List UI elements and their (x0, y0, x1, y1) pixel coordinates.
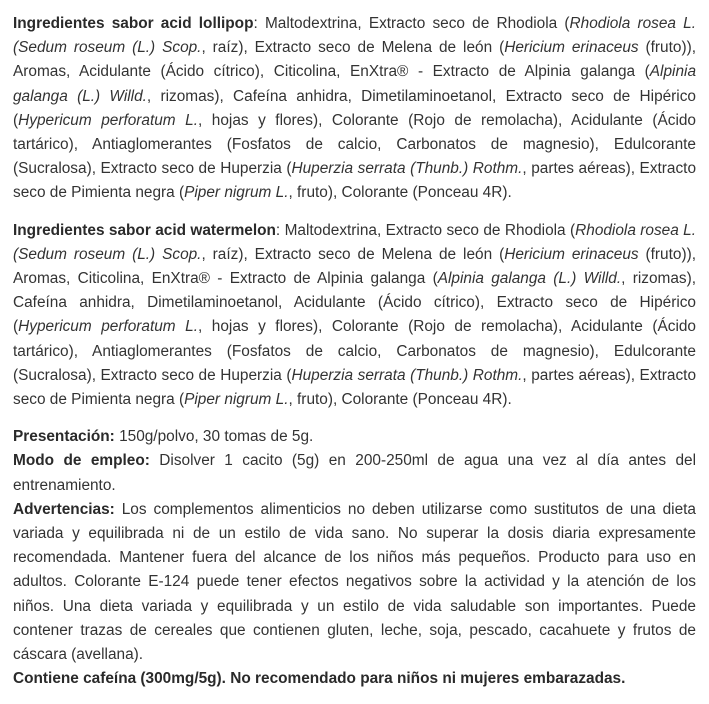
warnings-line (13, 498, 696, 667)
ingredients-text: : Maltodextrina, Extracto seco de Rhodiola ( (253, 15, 570, 32)
botanical-name: Hypericum perforatum L. (18, 318, 198, 336)
ingredients-text: , hojas y flores), Colorante (Rojo de remolacha), Acidulante (Ácido tartárico), Antiaglomerantes (Fosfatos de calcio, Carbonatos de magnesio), Edulcorante (Sucralosa), Extracto seco de Huperzia ( (13, 111, 696, 178)
botanical-name: Piper nigrum L. (184, 184, 289, 202)
presentation-text: 150g/polvo, 30 tomas de 5g. (114, 428, 314, 446)
ingredients-text: , partes aéreas), Extracto seco de Pimienta negra ( (13, 160, 697, 202)
caffeine-warning: Contiene cafeína (300mg/5g). No recomendado para niños ni mujeres embarazadas. (13, 670, 626, 688)
caffeine-warning-line (13, 667, 696, 691)
botanical-name: Hypericum perforatum L. (18, 111, 198, 129)
ingredients-lollipop-label: Ingredientes sabor acid lollipop (13, 15, 254, 32)
warnings-label: Advertencias: (13, 500, 115, 518)
ingredients-text: (fruto)), Aromas, Citicolina, EnXtra® - Extracto de Alpinia galanga ( (13, 245, 696, 288)
botanical-name: Huperzia serrata (Thunb.) Rothm. (291, 366, 523, 384)
usage-text: Disolver 1 cacito (5g) en 200-250ml de agua una vez al día antes del entrenamiento. (13, 452, 696, 494)
presentation-label: Presentación: (13, 428, 115, 446)
ingredients-text: , fruto), Colorante (Ponceau 4R). (288, 391, 512, 409)
botanical-name: Alpinia galanga (L.) Willd. (13, 63, 696, 105)
usage-label: Modo de empleo: (13, 452, 150, 470)
ingredients-text: , raíz), Extracto seco de Melena de león ( (201, 39, 505, 57)
ingredients-watermelon (13, 219, 696, 413)
botanical-name: Hericium erinaceus (504, 245, 639, 263)
ingredients-text: : Maltodextrina, Extracto seco de Rhodiola ( (275, 221, 576, 239)
botanical-name: Rhodiola rosea L. (Sedum roseum (L.) Scop. (13, 221, 696, 263)
presentation-line (13, 425, 696, 449)
ingredients-text: , partes aéreas), Extracto seco de Pimienta negra ( (13, 366, 697, 409)
ingredients-watermelon-label: Ingredientes sabor acid watermelon (13, 221, 276, 239)
ingredients-text: , hojas y flores), Colorante (Rojo de remolacha), Acidulante (Ácido tartárico), Antiaglomerantes (Fosfatos de calcio, Carbonatos de magnesio), Edulcorante (Sucralosa), Extracto seco de Huperzia ( (13, 318, 696, 384)
ingredients-lollipop (13, 12, 696, 206)
ingredients-text: , raíz), Extracto seco de Melena de león ( (201, 245, 505, 263)
botanical-name: Alpinia galanga (L.) Willd. (437, 270, 622, 288)
warnings-text: Los complementos alimenticios no deben utilizarse como sustitutos de una dieta variada y equilibrada ni de un estilo de vida sano. No superar la dosis diaria expresamente recomendada. Mantener fuera del alcance de los niños más pequeños. Producto para uso en adultos. Colorante E-124 puede tener efectos negativos sobre la actividad y la atención de los niños. Una dieta variada y equilibrada y un estilo de vida saludable son importantes. Puede contener trazas de cereales que contienen gluten, leche, soja, pescado, cacahuete y frutos de cáscara (avellana). (13, 500, 696, 664)
botanical-name: Huperzia serrata (Thunb.) Rothm. (291, 160, 523, 178)
product-info (13, 425, 696, 691)
botanical-name: Piper nigrum L. (184, 391, 289, 409)
botanical-name: Rhodiola rosea L. (Sedum roseum (L.) Scop. (13, 15, 696, 57)
ingredients-text: , fruto), Colorante (Ponceau 4R). (288, 184, 512, 202)
usage-line (13, 449, 696, 497)
botanical-name: Hericium erinaceus (504, 39, 639, 57)
ingredients-text: , rizomas), Cafeína anhidra, Dimetilaminoetanol, Extracto seco de Hipérico ( (13, 87, 696, 129)
ingredients-text: , rizomas), Cafeína anhidra, Dimetilaminoetanol, Acidulante (Ácido cítrico), Extracto seco de Hipérico ( (13, 270, 697, 336)
ingredients-text: (fruto)), Aromas, Acidulante (Ácido cítrico), Citicolina, EnXtra® - Extracto de Alpinia galanga ( (13, 39, 696, 81)
